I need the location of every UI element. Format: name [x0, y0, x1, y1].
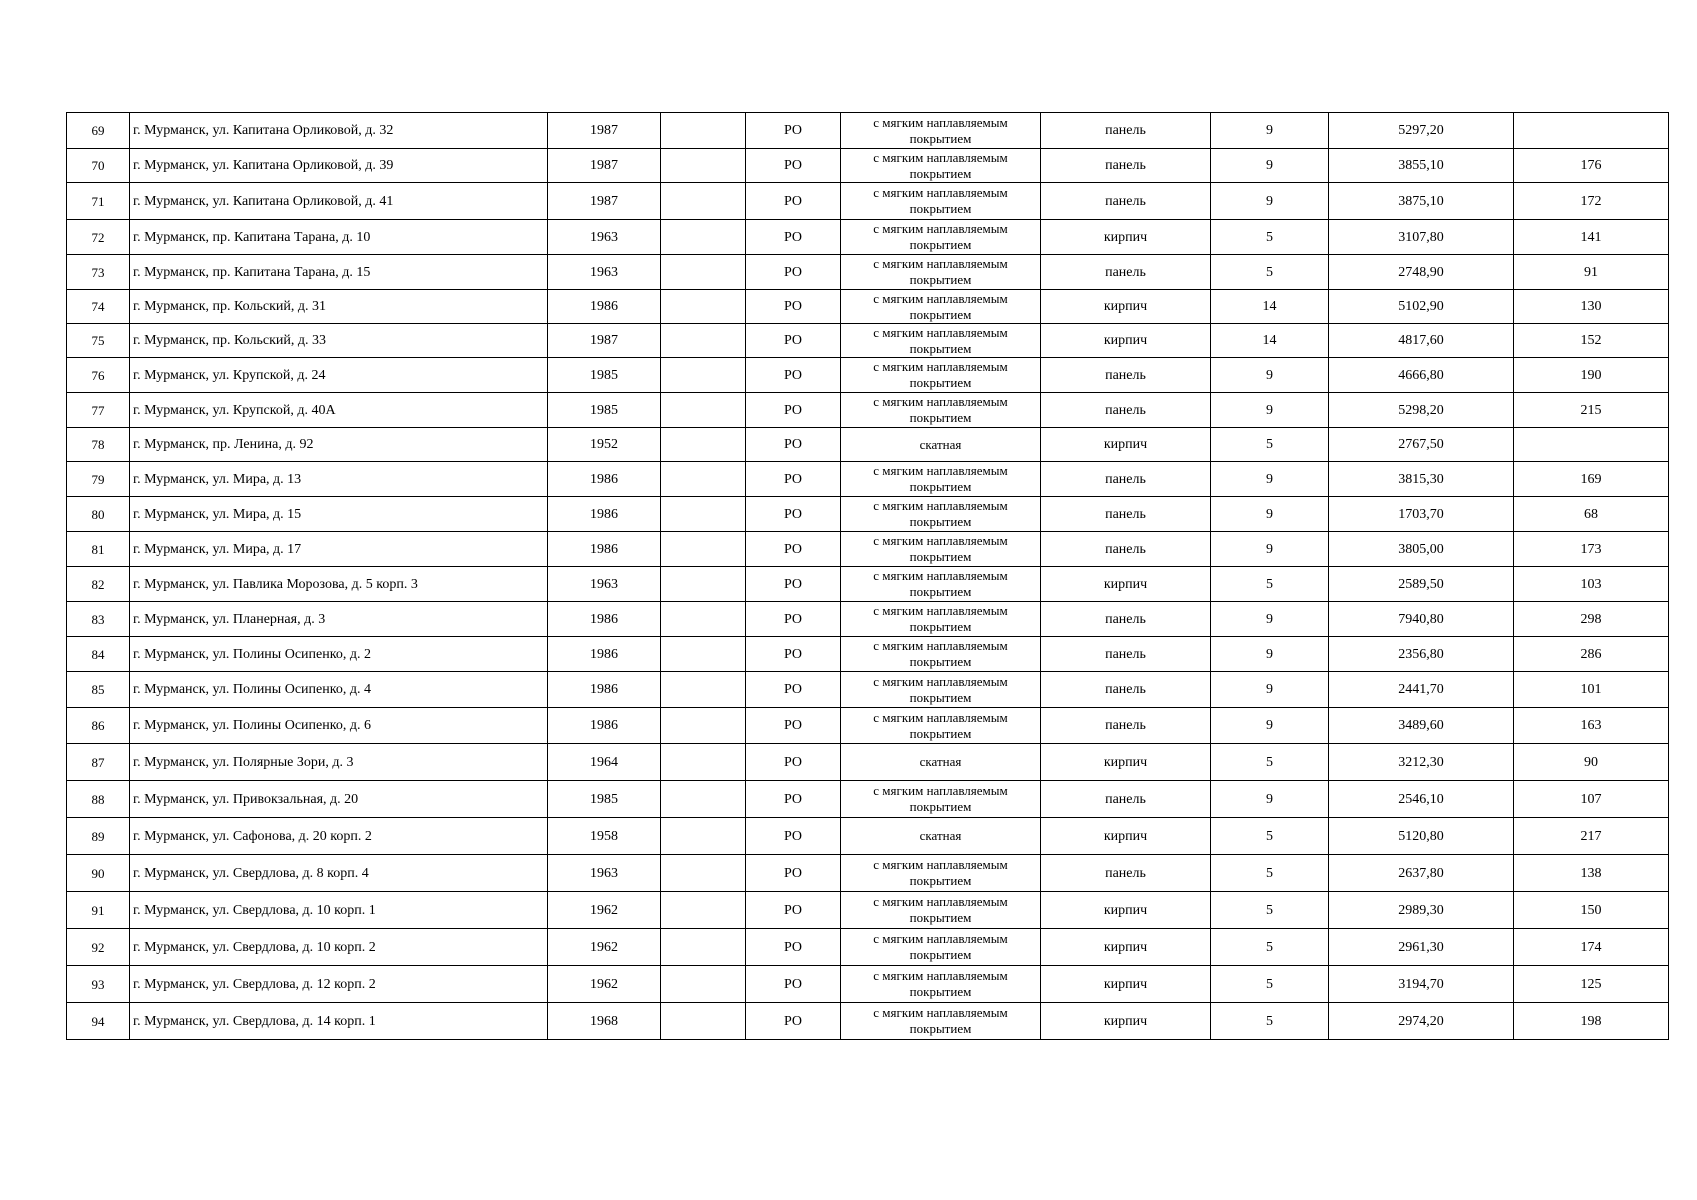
- wall-material-cell: панель: [1041, 113, 1211, 149]
- wall-material-cell: панель: [1041, 462, 1211, 497]
- area-cell: 3194,70: [1329, 966, 1514, 1003]
- floors-cell: 9: [1211, 532, 1329, 567]
- roof-type-cell: с мягким наплавляемым покрытием: [841, 602, 1041, 637]
- roof-type-cell: с мягким наплавляемым покрытием: [841, 393, 1041, 428]
- management-cell: РО: [746, 1003, 841, 1040]
- floors-cell: 14: [1211, 290, 1329, 324]
- roof-type-cell: с мягким наплавляемым покрытием: [841, 324, 1041, 358]
- area-cell: 1703,70: [1329, 497, 1514, 532]
- year-cell: 1963: [548, 220, 661, 255]
- management-cell: РО: [746, 532, 841, 567]
- area-cell: 2546,10: [1329, 781, 1514, 818]
- wall-material-cell: кирпич: [1041, 892, 1211, 929]
- roof-type-cell: скатная: [841, 744, 1041, 781]
- management-cell: РО: [746, 602, 841, 637]
- blank-cell: [661, 358, 746, 393]
- address-cell: г. Мурманск, ул. Свердлова, д. 8 корп. 4: [130, 855, 548, 892]
- roof-type-cell: с мягким наплавляемым покрытием: [841, 929, 1041, 966]
- table-row: [67, 1003, 1669, 1040]
- year-cell: 1963: [548, 567, 661, 602]
- floors-cell: 5: [1211, 567, 1329, 602]
- table-row: [67, 855, 1669, 892]
- blank-cell: [661, 567, 746, 602]
- floors-cell: 5: [1211, 744, 1329, 781]
- area-cell: 2441,70: [1329, 672, 1514, 708]
- flats-cell: 215: [1514, 393, 1669, 428]
- management-cell: РО: [746, 672, 841, 708]
- area-cell: 5102,90: [1329, 290, 1514, 324]
- wall-material-cell: панель: [1041, 497, 1211, 532]
- management-cell: РО: [746, 113, 841, 149]
- roof-type-cell: с мягким наплавляемым покрытием: [841, 1003, 1041, 1040]
- table-row: [67, 220, 1669, 255]
- flats-cell: [1514, 428, 1669, 462]
- area-cell: 2961,30: [1329, 929, 1514, 966]
- floors-cell: 5: [1211, 929, 1329, 966]
- address-cell: г. Мурманск, ул. Свердлова, д. 14 корп. 1: [130, 1003, 548, 1040]
- address-cell: г. Мурманск, ул. Павлика Морозова, д. 5 корп. 3: [130, 567, 548, 602]
- year-cell: 1986: [548, 290, 661, 324]
- floors-cell: 5: [1211, 818, 1329, 855]
- table-body: [67, 113, 1669, 1040]
- wall-material-cell: кирпич: [1041, 567, 1211, 602]
- row-number-cell: 85: [67, 672, 130, 708]
- floors-cell: 9: [1211, 781, 1329, 818]
- roof-type-cell: с мягким наплавляемым покрытием: [841, 149, 1041, 183]
- area-cell: 3855,10: [1329, 149, 1514, 183]
- address-cell: г. Мурманск, ул. Свердлова, д. 10 корп. 2: [130, 929, 548, 966]
- row-number-cell: 94: [67, 1003, 130, 1040]
- floors-cell: 9: [1211, 149, 1329, 183]
- year-cell: 1987: [548, 183, 661, 220]
- wall-material-cell: панель: [1041, 183, 1211, 220]
- roof-type-cell: с мягким наплавляемым покрытием: [841, 532, 1041, 567]
- roof-type-cell: с мягким наплавляемым покрытием: [841, 567, 1041, 602]
- table-row: [67, 428, 1669, 462]
- blank-cell: [661, 428, 746, 462]
- floors-cell: 14: [1211, 324, 1329, 358]
- management-cell: РО: [746, 428, 841, 462]
- blank-cell: [661, 290, 746, 324]
- table-row: [67, 290, 1669, 324]
- management-cell: РО: [746, 324, 841, 358]
- flats-cell: 298: [1514, 602, 1669, 637]
- roof-type-cell: с мягким наплавляемым покрытием: [841, 358, 1041, 393]
- roof-type-cell: с мягким наплавляемым покрытием: [841, 966, 1041, 1003]
- year-cell: 1985: [548, 781, 661, 818]
- management-cell: РО: [746, 497, 841, 532]
- management-cell: РО: [746, 567, 841, 602]
- table-row: [67, 637, 1669, 672]
- flats-cell: 152: [1514, 324, 1669, 358]
- area-cell: 2637,80: [1329, 855, 1514, 892]
- flats-cell: [1514, 113, 1669, 149]
- roof-type-cell: с мягким наплавляемым покрытием: [841, 290, 1041, 324]
- wall-material-cell: кирпич: [1041, 1003, 1211, 1040]
- wall-material-cell: панель: [1041, 149, 1211, 183]
- blank-cell: [661, 462, 746, 497]
- management-cell: РО: [746, 393, 841, 428]
- year-cell: 1987: [548, 113, 661, 149]
- roof-type-cell: с мягким наплавляемым покрытием: [841, 781, 1041, 818]
- address-cell: г. Мурманск, ул. Капитана Орликовой, д. 41: [130, 183, 548, 220]
- address-cell: г. Мурманск, ул. Крупской, д. 40А: [130, 393, 548, 428]
- row-number-cell: 83: [67, 602, 130, 637]
- wall-material-cell: панель: [1041, 708, 1211, 744]
- row-number-cell: 93: [67, 966, 130, 1003]
- address-cell: г. Мурманск, пр. Кольский, д. 33: [130, 324, 548, 358]
- year-cell: 1986: [548, 497, 661, 532]
- management-cell: РО: [746, 818, 841, 855]
- row-number-cell: 92: [67, 929, 130, 966]
- blank-cell: [661, 637, 746, 672]
- address-cell: г. Мурманск, ул. Полярные Зори, д. 3: [130, 744, 548, 781]
- housing-table: [66, 112, 1669, 1040]
- flats-cell: 286: [1514, 637, 1669, 672]
- flats-cell: 176: [1514, 149, 1669, 183]
- row-number-cell: 88: [67, 781, 130, 818]
- table-row: [67, 324, 1669, 358]
- address-cell: г. Мурманск, ул. Планерная, д. 3: [130, 602, 548, 637]
- floors-cell: 5: [1211, 966, 1329, 1003]
- wall-material-cell: панель: [1041, 672, 1211, 708]
- floors-cell: 9: [1211, 393, 1329, 428]
- wall-material-cell: панель: [1041, 637, 1211, 672]
- year-cell: 1963: [548, 855, 661, 892]
- management-cell: РО: [746, 855, 841, 892]
- wall-material-cell: кирпич: [1041, 324, 1211, 358]
- flats-cell: 169: [1514, 462, 1669, 497]
- wall-material-cell: кирпич: [1041, 220, 1211, 255]
- blank-cell: [661, 324, 746, 358]
- floors-cell: 9: [1211, 183, 1329, 220]
- year-cell: 1986: [548, 672, 661, 708]
- year-cell: 1962: [548, 966, 661, 1003]
- flats-cell: 103: [1514, 567, 1669, 602]
- flats-cell: 198: [1514, 1003, 1669, 1040]
- blank-cell: [661, 672, 746, 708]
- year-cell: 1986: [548, 532, 661, 567]
- row-number-cell: 71: [67, 183, 130, 220]
- blank-cell: [661, 532, 746, 567]
- wall-material-cell: кирпич: [1041, 929, 1211, 966]
- blank-cell: [661, 818, 746, 855]
- row-number-cell: 77: [67, 393, 130, 428]
- address-cell: г. Мурманск, пр. Кольский, д. 31: [130, 290, 548, 324]
- wall-material-cell: кирпич: [1041, 966, 1211, 1003]
- row-number-cell: 73: [67, 255, 130, 290]
- year-cell: 1962: [548, 892, 661, 929]
- roof-type-cell: с мягким наплавляемым покрытием: [841, 113, 1041, 149]
- row-number-cell: 76: [67, 358, 130, 393]
- flats-cell: 101: [1514, 672, 1669, 708]
- row-number-cell: 78: [67, 428, 130, 462]
- management-cell: РО: [746, 290, 841, 324]
- floors-cell: 5: [1211, 1003, 1329, 1040]
- blank-cell: [661, 855, 746, 892]
- row-number-cell: 80: [67, 497, 130, 532]
- wall-material-cell: кирпич: [1041, 744, 1211, 781]
- wall-material-cell: кирпич: [1041, 428, 1211, 462]
- area-cell: 2767,50: [1329, 428, 1514, 462]
- blank-cell: [661, 183, 746, 220]
- flats-cell: 174: [1514, 929, 1669, 966]
- management-cell: РО: [746, 744, 841, 781]
- management-cell: РО: [746, 358, 841, 393]
- flats-cell: 150: [1514, 892, 1669, 929]
- floors-cell: 5: [1211, 255, 1329, 290]
- management-cell: РО: [746, 637, 841, 672]
- blank-cell: [661, 1003, 746, 1040]
- wall-material-cell: панель: [1041, 393, 1211, 428]
- row-number-cell: 69: [67, 113, 130, 149]
- flats-cell: 190: [1514, 358, 1669, 393]
- floors-cell: 9: [1211, 497, 1329, 532]
- row-number-cell: 89: [67, 818, 130, 855]
- blank-cell: [661, 149, 746, 183]
- flats-cell: 91: [1514, 255, 1669, 290]
- roof-type-cell: с мягким наплавляемым покрытием: [841, 255, 1041, 290]
- row-number-cell: 87: [67, 744, 130, 781]
- roof-type-cell: скатная: [841, 818, 1041, 855]
- year-cell: 1964: [548, 744, 661, 781]
- area-cell: 2356,80: [1329, 637, 1514, 672]
- address-cell: г. Мурманск, пр. Капитана Тарана, д. 10: [130, 220, 548, 255]
- wall-material-cell: панель: [1041, 602, 1211, 637]
- area-cell: 2748,90: [1329, 255, 1514, 290]
- blank-cell: [661, 929, 746, 966]
- table-row: [67, 532, 1669, 567]
- table-row: [67, 497, 1669, 532]
- blank-cell: [661, 966, 746, 1003]
- management-cell: РО: [746, 255, 841, 290]
- address-cell: г. Мурманск, ул. Полины Осипенко, д. 4: [130, 672, 548, 708]
- wall-material-cell: панель: [1041, 358, 1211, 393]
- floors-cell: 9: [1211, 672, 1329, 708]
- area-cell: 5297,20: [1329, 113, 1514, 149]
- table-row: [67, 781, 1669, 818]
- table-row: [67, 255, 1669, 290]
- wall-material-cell: панель: [1041, 781, 1211, 818]
- table-row: [67, 149, 1669, 183]
- roof-type-cell: с мягким наплавляемым покрытием: [841, 637, 1041, 672]
- management-cell: РО: [746, 183, 841, 220]
- flats-cell: 173: [1514, 532, 1669, 567]
- row-number-cell: 81: [67, 532, 130, 567]
- area-cell: 5298,20: [1329, 393, 1514, 428]
- roof-type-cell: скатная: [841, 428, 1041, 462]
- area-cell: 3815,30: [1329, 462, 1514, 497]
- area-cell: 2989,30: [1329, 892, 1514, 929]
- table-row: [67, 744, 1669, 781]
- table-row: [67, 567, 1669, 602]
- flats-cell: 172: [1514, 183, 1669, 220]
- area-cell: 7940,80: [1329, 602, 1514, 637]
- floors-cell: 5: [1211, 892, 1329, 929]
- management-cell: РО: [746, 149, 841, 183]
- area-cell: 3107,80: [1329, 220, 1514, 255]
- management-cell: РО: [746, 929, 841, 966]
- blank-cell: [661, 497, 746, 532]
- address-cell: г. Мурманск, ул. Мира, д. 15: [130, 497, 548, 532]
- wall-material-cell: кирпич: [1041, 818, 1211, 855]
- row-number-cell: 91: [67, 892, 130, 929]
- management-cell: РО: [746, 892, 841, 929]
- year-cell: 1986: [548, 462, 661, 497]
- address-cell: г. Мурманск, пр. Капитана Тарана, д. 15: [130, 255, 548, 290]
- row-number-cell: 75: [67, 324, 130, 358]
- blank-cell: [661, 220, 746, 255]
- area-cell: 4666,80: [1329, 358, 1514, 393]
- management-cell: РО: [746, 462, 841, 497]
- table-row: [67, 462, 1669, 497]
- address-cell: г. Мурманск, ул. Капитана Орликовой, д. 32: [130, 113, 548, 149]
- floors-cell: 9: [1211, 113, 1329, 149]
- table-row: [67, 818, 1669, 855]
- address-cell: г. Мурманск, ул. Свердлова, д. 10 корп. 1: [130, 892, 548, 929]
- flats-cell: 130: [1514, 290, 1669, 324]
- roof-type-cell: с мягким наплавляемым покрытием: [841, 672, 1041, 708]
- address-cell: г. Мурманск, ул. Мира, д. 17: [130, 532, 548, 567]
- area-cell: 3489,60: [1329, 708, 1514, 744]
- floors-cell: 5: [1211, 220, 1329, 255]
- floors-cell: 9: [1211, 602, 1329, 637]
- table-row: [67, 966, 1669, 1003]
- floors-cell: 9: [1211, 358, 1329, 393]
- address-cell: г. Мурманск, ул. Полины Осипенко, д. 2: [130, 637, 548, 672]
- flats-cell: 90: [1514, 744, 1669, 781]
- area-cell: 3212,30: [1329, 744, 1514, 781]
- management-cell: РО: [746, 966, 841, 1003]
- address-cell: г. Мурманск, ул. Свердлова, д. 12 корп. 2: [130, 966, 548, 1003]
- floors-cell: 9: [1211, 462, 1329, 497]
- year-cell: 1985: [548, 358, 661, 393]
- address-cell: г. Мурманск, пр. Ленина, д. 92: [130, 428, 548, 462]
- flats-cell: 217: [1514, 818, 1669, 855]
- floors-cell: 5: [1211, 855, 1329, 892]
- year-cell: 1986: [548, 637, 661, 672]
- year-cell: 1986: [548, 708, 661, 744]
- floors-cell: 9: [1211, 637, 1329, 672]
- flats-cell: 68: [1514, 497, 1669, 532]
- table-row: [67, 892, 1669, 929]
- area-cell: 2589,50: [1329, 567, 1514, 602]
- row-number-cell: 82: [67, 567, 130, 602]
- roof-type-cell: с мягким наплавляемым покрытием: [841, 462, 1041, 497]
- row-number-cell: 84: [67, 637, 130, 672]
- flats-cell: 125: [1514, 966, 1669, 1003]
- blank-cell: [661, 255, 746, 290]
- address-cell: г. Мурманск, ул. Сафонова, д. 20 корп. 2: [130, 818, 548, 855]
- year-cell: 1986: [548, 602, 661, 637]
- floors-cell: 9: [1211, 708, 1329, 744]
- year-cell: 1985: [548, 393, 661, 428]
- blank-cell: [661, 602, 746, 637]
- management-cell: РО: [746, 708, 841, 744]
- row-number-cell: 90: [67, 855, 130, 892]
- blank-cell: [661, 892, 746, 929]
- address-cell: г. Мурманск, ул. Мира, д. 13: [130, 462, 548, 497]
- row-number-cell: 70: [67, 149, 130, 183]
- table-row: [67, 393, 1669, 428]
- flats-cell: 107: [1514, 781, 1669, 818]
- wall-material-cell: панель: [1041, 255, 1211, 290]
- year-cell: 1963: [548, 255, 661, 290]
- roof-type-cell: с мягким наплавляемым покрытием: [841, 497, 1041, 532]
- management-cell: РО: [746, 220, 841, 255]
- year-cell: 1962: [548, 929, 661, 966]
- wall-material-cell: панель: [1041, 532, 1211, 567]
- roof-type-cell: с мягким наплавляемым покрытием: [841, 892, 1041, 929]
- area-cell: 3805,00: [1329, 532, 1514, 567]
- area-cell: 5120,80: [1329, 818, 1514, 855]
- row-number-cell: 86: [67, 708, 130, 744]
- roof-type-cell: с мягким наплавляемым покрытием: [841, 220, 1041, 255]
- address-cell: г. Мурманск, ул. Полины Осипенко, д. 6: [130, 708, 548, 744]
- table-row: [67, 672, 1669, 708]
- blank-cell: [661, 781, 746, 818]
- row-number-cell: 74: [67, 290, 130, 324]
- blank-cell: [661, 708, 746, 744]
- address-cell: г. Мурманск, ул. Капитана Орликовой, д. 39: [130, 149, 548, 183]
- table-row: [67, 358, 1669, 393]
- year-cell: 1968: [548, 1003, 661, 1040]
- area-cell: 2974,20: [1329, 1003, 1514, 1040]
- wall-material-cell: панель: [1041, 855, 1211, 892]
- year-cell: 1952: [548, 428, 661, 462]
- year-cell: 1958: [548, 818, 661, 855]
- area-cell: 3875,10: [1329, 183, 1514, 220]
- flats-cell: 163: [1514, 708, 1669, 744]
- floors-cell: 5: [1211, 428, 1329, 462]
- management-cell: РО: [746, 781, 841, 818]
- address-cell: г. Мурманск, ул. Привокзальная, д. 20: [130, 781, 548, 818]
- table-row: [67, 183, 1669, 220]
- table-row: [67, 602, 1669, 637]
- roof-type-cell: с мягким наплавляемым покрытием: [841, 855, 1041, 892]
- flats-cell: 141: [1514, 220, 1669, 255]
- row-number-cell: 72: [67, 220, 130, 255]
- row-number-cell: 79: [67, 462, 130, 497]
- year-cell: 1987: [548, 149, 661, 183]
- table-row: [67, 113, 1669, 149]
- address-cell: г. Мурманск, ул. Крупской, д. 24: [130, 358, 548, 393]
- blank-cell: [661, 393, 746, 428]
- roof-type-cell: с мягким наплавляемым покрытием: [841, 183, 1041, 220]
- wall-material-cell: кирпич: [1041, 290, 1211, 324]
- year-cell: 1987: [548, 324, 661, 358]
- table-row: [67, 929, 1669, 966]
- blank-cell: [661, 744, 746, 781]
- area-cell: 4817,60: [1329, 324, 1514, 358]
- table-row: [67, 708, 1669, 744]
- blank-cell: [661, 113, 746, 149]
- flats-cell: 138: [1514, 855, 1669, 892]
- roof-type-cell: с мягким наплавляемым покрытием: [841, 708, 1041, 744]
